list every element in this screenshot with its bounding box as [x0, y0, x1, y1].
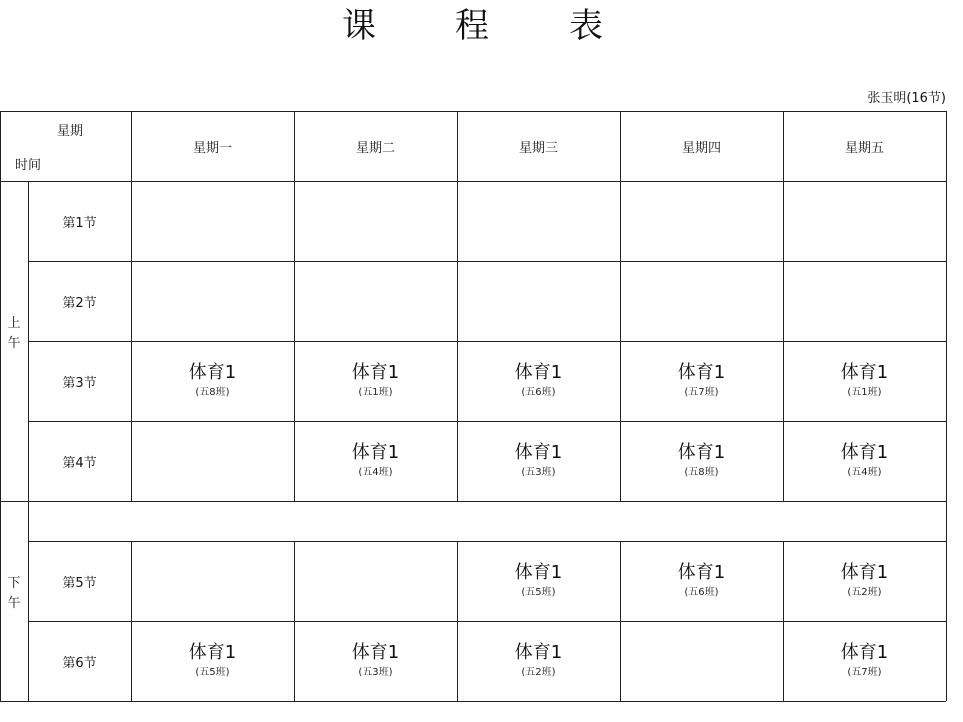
schedule-cell	[783, 341, 946, 421]
class-name: (五8班)	[195, 387, 230, 398]
section-label-pm-char-2: 午	[7, 596, 21, 611]
class-name: (五6班)	[684, 587, 719, 598]
class-name: (五2班)	[521, 667, 556, 678]
course-name: 体育1	[514, 442, 563, 463]
course-name: 体育1	[677, 362, 726, 383]
table-border-right	[946, 111, 947, 701]
schedule-cell	[294, 541, 457, 621]
schedule-cell	[620, 541, 783, 621]
schedule-cell	[131, 541, 294, 621]
day-header-1	[131, 111, 294, 181]
period-label-cell-6	[28, 621, 131, 701]
schedule-cell	[783, 621, 946, 701]
day-header-label: 星期五	[844, 140, 884, 156]
period-label: 第5节	[62, 575, 97, 591]
teacher-label: 张玉明(16节)	[867, 91, 946, 106]
period-label: 第6节	[62, 655, 97, 671]
schedule-cell	[457, 541, 620, 621]
schedule-cell	[457, 341, 620, 421]
schedule-cell	[783, 181, 946, 261]
class-name: (五3班)	[358, 667, 393, 678]
class-name: (五4班)	[847, 467, 882, 478]
class-name: (五7班)	[684, 387, 719, 398]
day-header-label: 星期四	[681, 140, 721, 156]
schedule-cell	[457, 181, 620, 261]
period-label: 第3节	[62, 375, 97, 391]
course-name: 体育1	[514, 362, 563, 383]
course-name: 体育1	[351, 642, 400, 663]
class-name: (五6班)	[521, 387, 556, 398]
course-name: 体育1	[351, 442, 400, 463]
class-name: (五7班)	[847, 667, 882, 678]
class-name: (五8班)	[684, 467, 719, 478]
day-header-label: 星期三	[518, 140, 558, 156]
section-label-am	[2, 314, 26, 354]
day-header-2	[294, 111, 457, 181]
schedule-cell	[131, 621, 294, 701]
schedule-cell	[620, 181, 783, 261]
course-name: 体育1	[514, 642, 563, 663]
course-name: 体育1	[188, 642, 237, 663]
period-label: 第2节	[62, 295, 97, 311]
period-label: 第4节	[62, 455, 97, 471]
table-border-bottom	[0, 701, 946, 702]
course-name: 体育1	[840, 442, 889, 463]
period-label-cell-3	[28, 341, 131, 421]
schedule-cell	[620, 341, 783, 421]
schedule-cell	[620, 621, 783, 701]
class-name: (五2班)	[847, 587, 882, 598]
period-label-cell-2	[28, 261, 131, 341]
schedule-cell	[783, 421, 946, 501]
schedule-cell	[131, 181, 294, 261]
page-title	[0, 0, 963, 56]
period-label-cell-1	[28, 181, 131, 261]
section-label-am-char-1: 上	[7, 316, 21, 331]
course-name: 体育1	[188, 362, 237, 383]
title-char-1: 课	[342, 6, 376, 46]
class-name: (五3班)	[521, 467, 556, 478]
day-header-4	[620, 111, 783, 181]
schedule-cell	[457, 421, 620, 501]
schedule-cell	[131, 421, 294, 501]
schedule-cell	[131, 261, 294, 341]
schedule-cell	[294, 341, 457, 421]
course-name: 体育1	[514, 562, 563, 583]
day-header-3	[457, 111, 620, 181]
schedule-cell	[294, 261, 457, 341]
period-label-cell-5	[28, 541, 131, 621]
corner-header	[0, 111, 131, 181]
class-name: (五1班)	[847, 387, 882, 398]
period-label-cell-4	[28, 421, 131, 501]
section-label-pm	[2, 574, 26, 614]
schedule-cell	[457, 261, 620, 341]
day-header-5	[783, 111, 946, 181]
schedule-cell	[457, 621, 620, 701]
class-name: (五5班)	[521, 587, 556, 598]
section-label-am-char-2: 午	[7, 336, 21, 351]
corner-label-time: 时间	[15, 158, 42, 173]
day-header-label: 星期二	[355, 140, 395, 156]
schedule-cell	[131, 341, 294, 421]
corner-label-weekday: 星期	[57, 124, 84, 139]
schedule-cell	[294, 421, 457, 501]
section-divider	[0, 501, 28, 502]
course-name: 体育1	[840, 562, 889, 583]
period-label: 第1节	[62, 215, 97, 231]
schedule-cell	[620, 421, 783, 501]
title-char-3: 表	[569, 6, 603, 46]
table-border-left	[0, 111, 1, 701]
break-top-line	[0, 501, 946, 502]
schedule-cell	[783, 541, 946, 621]
day-header-label: 星期一	[192, 140, 232, 156]
course-name: 体育1	[840, 642, 889, 663]
course-name: 体育1	[840, 362, 889, 383]
course-name: 体育1	[351, 362, 400, 383]
class-name: (五1班)	[358, 387, 393, 398]
class-name: (五4班)	[358, 467, 393, 478]
schedule-cell	[620, 261, 783, 341]
schedule-cell	[294, 181, 457, 261]
course-name: 体育1	[677, 442, 726, 463]
class-name: (五5班)	[195, 667, 230, 678]
schedule-cell	[294, 621, 457, 701]
title-char-2: 程	[455, 6, 489, 46]
schedule-cell	[783, 261, 946, 341]
section-label-pm-char-1: 下	[7, 576, 21, 591]
course-name: 体育1	[677, 562, 726, 583]
